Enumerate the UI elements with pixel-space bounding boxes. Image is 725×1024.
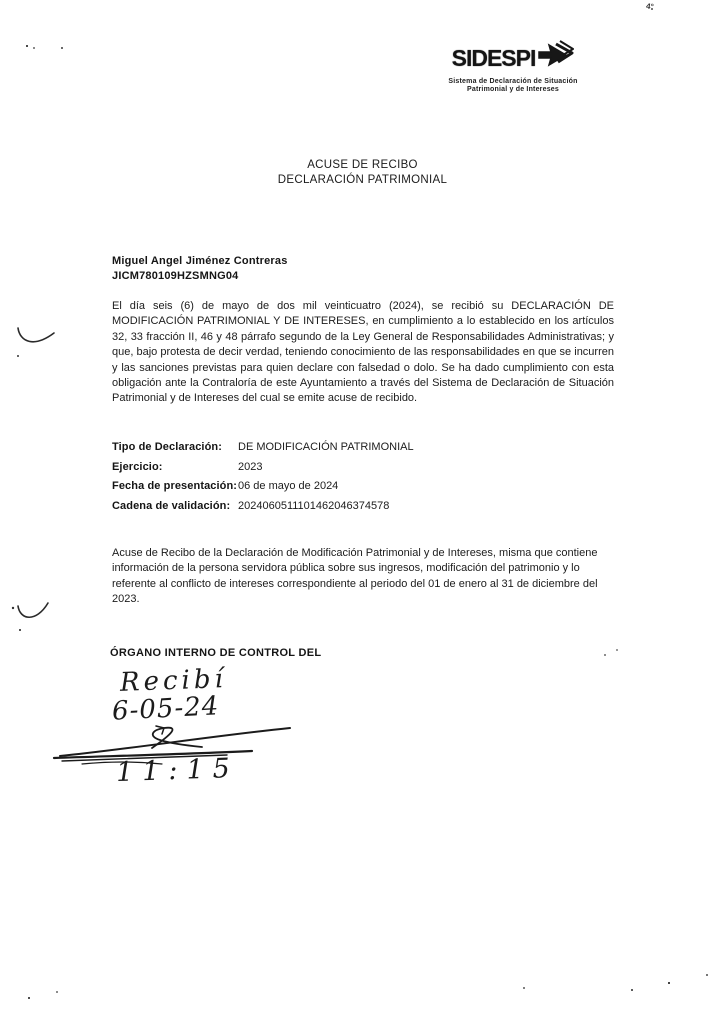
handwritten-time: 11:15 bbox=[115, 752, 240, 789]
field-value: 2023 bbox=[238, 460, 263, 473]
field-label: Ejercicio: bbox=[112, 460, 163, 473]
field-value: 2024060511101462046374578 bbox=[238, 499, 390, 512]
field-value: 06 de mayo de 2024 bbox=[238, 480, 339, 492]
field-row-ejercicio bbox=[112, 461, 592, 481]
field-value: DE MODIFICACIÓN PATRIMONIAL bbox=[238, 441, 414, 453]
logo-tagline bbox=[438, 78, 588, 94]
summary-paragraph: Acuse de Recibo de la Declaración de Modificación Patrimonial y de Intereses, misma que contiene información de la persona servidora pública sobre sus ingresos, modificación del patrimonio y lo referente al conflicto de intereses correspondiente al periodo del 01 de enero al 31 de diciembre del 2023. bbox=[112, 547, 598, 606]
field-row-tipo bbox=[112, 441, 592, 461]
document-title bbox=[0, 158, 725, 188]
margin-pen-mark-icon bbox=[10, 596, 56, 641]
field-label: Tipo de Declaración: bbox=[112, 441, 222, 453]
margin-pen-mark-icon bbox=[12, 320, 58, 365]
document-title-line2: DECLARACIÓN PATRIMONIAL bbox=[277, 174, 448, 186]
corner-pen-mark: 4° bbox=[645, 1, 655, 12]
receipt-paragraph: El día seis (6) de mayo de dos mil veinticuatro (2024), se recibió su DECLARACIÓN DE MODIFICACIÓN PATRIMONIAL Y DE INTERESES, en cumplimiento a lo establecido en los artículos 32, 33 fracción II, 46 y 48 párrafo segundo de la Ley General de Responsabilidades Administrativas; y que, bajo protesta de decir verdad, teniendo conocimiento de las responsabilidades en que se incurren y las sanciones previstas para quien declare con falsedad o dolo. Se ha dado cumplimiento con esta obligación ante la Contraloría de este Ayuntamiento a través del Sistema de Declaración de Situación Patrimonial y de Intereses del cual se emite acuse de recibido. bbox=[112, 300, 614, 405]
field-row-fecha bbox=[112, 480, 592, 500]
scan-noise bbox=[0, 0, 2, 2]
field-label: Fecha de presentación: bbox=[112, 480, 238, 492]
recipient-block bbox=[112, 254, 288, 284]
declaration-fields bbox=[112, 441, 592, 519]
double-right-arrow-icon bbox=[538, 40, 574, 77]
handwritten-date: 6-05-24 bbox=[111, 691, 220, 727]
sidespi-logo bbox=[438, 40, 588, 94]
oic-heading: ÓRGANO INTERNO DE CONTROL DEL bbox=[110, 647, 322, 659]
handwritten-recibi: Recibí bbox=[119, 664, 228, 698]
logo-tagline-line1: Sistema de Declaración de Situación bbox=[448, 78, 578, 85]
field-label: Cadena de validación: bbox=[112, 499, 231, 512]
field-row-cadena bbox=[112, 500, 592, 520]
recipient-curp: JICM780109HZSMNG04 bbox=[112, 270, 239, 282]
logo-wordmark: SIDESPI bbox=[451, 45, 536, 71]
recipient-name: Miguel Angel Jiménez Contreras bbox=[112, 255, 288, 267]
signature-scribble bbox=[52, 724, 302, 777]
document-title-line1: ACUSE DE RECIBO bbox=[307, 159, 418, 171]
logo-tagline-line2: Patrimonial y de Intereses bbox=[467, 86, 559, 93]
